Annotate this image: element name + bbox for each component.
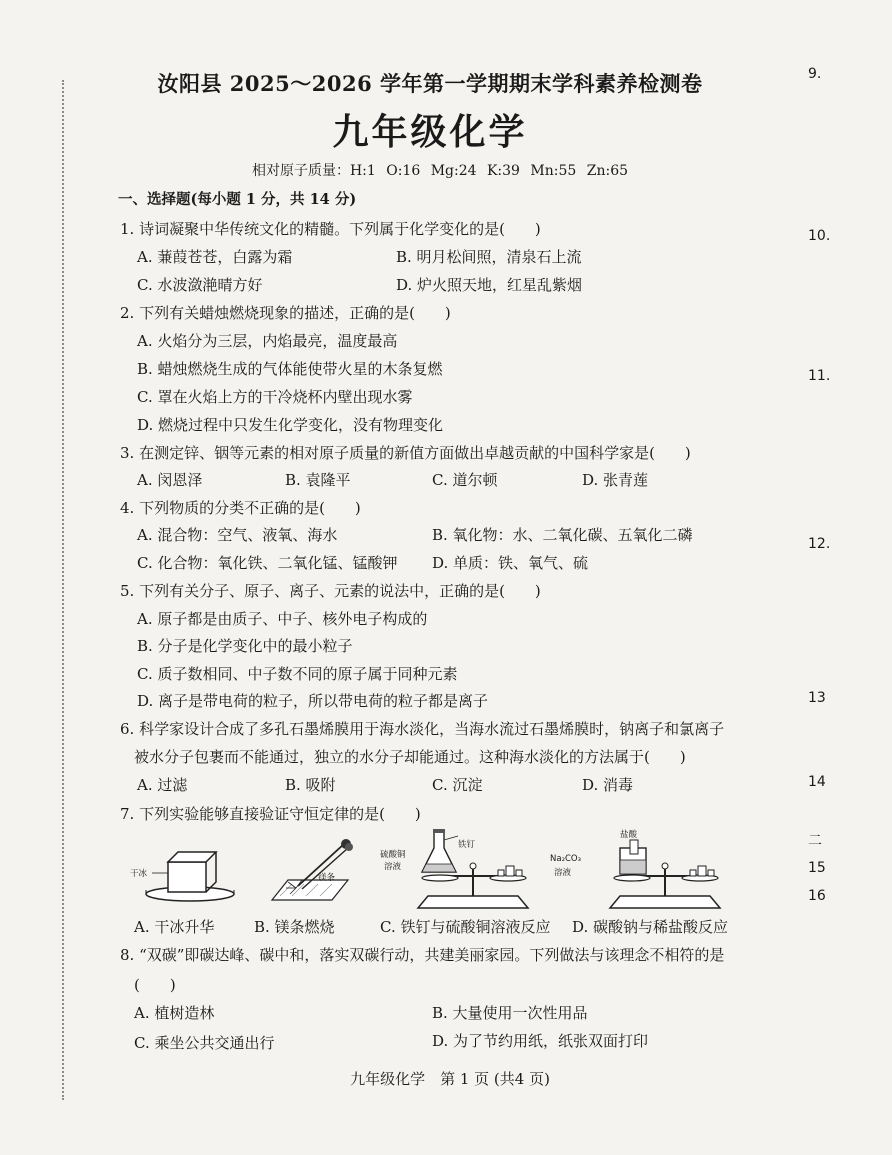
q6-stem-line1: 6. 科学家设计合成了多孔石墨烯膜用于海水淡化，当海水流过石墨烯膜时，钠离子和氯离子 xyxy=(120,720,725,738)
q2-option-c: C. 罩在火焰上方的干冷烧杯内壁出现水雾 xyxy=(137,388,413,406)
section-header: 一、选择题(每小题 1 分，共 14 分) xyxy=(118,191,357,208)
label-iron-nail: 铁钉 xyxy=(458,840,476,850)
page-footer: 九年级化学 第 1 页 (共4 页) xyxy=(350,1070,550,1088)
q5-option-c: C. 质子数相同、中子数不同的原子属于同种元素 xyxy=(137,665,458,683)
q5-option-b: B. 分子是化学变化中的最小粒子 xyxy=(137,637,353,655)
q6-option-a: A. 过滤 xyxy=(137,776,188,794)
q1-option-c: C. 水波潋滟晴方好 xyxy=(137,276,263,294)
side-number: 11. xyxy=(808,368,831,384)
side-number: 10. xyxy=(808,228,831,244)
q8-option-a: A. 植树造林 xyxy=(134,1004,215,1022)
q8-option-b: B. 大量使用一次性用品 xyxy=(432,1004,588,1022)
side-number: 13 xyxy=(808,690,826,706)
exam-title: 汝阳县 2025～2026 学年第一学期期末学科素养检测卷 xyxy=(157,71,703,96)
figure-sodium-carbonate-acid xyxy=(550,826,750,916)
label-dry-ice: 干冰 xyxy=(130,869,148,879)
atomic-mass-line: 相对原子质量：H:1 O:16 Mg:24 K:39 Mn:55 Zn:65 xyxy=(251,163,629,179)
q3-option-a: A. 闵恩泽 xyxy=(137,471,203,489)
q2-option-a: A. 火焰分为三层，内焰最亮，温度最高 xyxy=(137,332,398,350)
figure-magnesium-burning xyxy=(258,826,368,916)
q6-option-b: B. 吸附 xyxy=(285,776,336,794)
q1-option-d: D. 炉火照天地，红星乱紫烟 xyxy=(396,276,583,294)
q7-option-d: D. 碳酸钠与稀盐酸反应 xyxy=(572,918,729,936)
binding-dotted-line xyxy=(62,80,64,1100)
q3-option-b: B. 袁隆平 xyxy=(285,471,351,489)
side-number: 12. xyxy=(808,536,831,552)
label-copper-sulfate: 硫酸铜 xyxy=(380,850,406,860)
side-number: 二 xyxy=(808,833,822,849)
q4-option-a: A. 混合物：空气、液氧、海水 xyxy=(137,526,338,544)
q1-option-b: B. 明月松间照，清泉石上流 xyxy=(396,248,582,266)
q7-option-c: C. 铁钉与硫酸铜溶液反应 xyxy=(380,918,551,936)
q1-stem: 1. 诗词凝聚中华传统文化的精髓。下列属于化学变化的是( ) xyxy=(120,220,541,238)
label-solution-c: 溶液 xyxy=(384,862,402,872)
q8-stem-line1: 8. “双碳”即碳达峰、碳中和，落实双碳行动，共建美丽家园。下列做法与该理念不相符的是 xyxy=(120,946,725,964)
q5-option-a: A. 原子都是由质子、中子、核外电子构成的 xyxy=(137,610,428,628)
q4-option-b: B. 氧化物：水、二氧化碳、五氧化二磷 xyxy=(432,526,693,544)
figure-iron-copper-sulfate xyxy=(378,826,558,916)
side-number: 14 xyxy=(808,774,826,790)
label-solution-d: 溶液 xyxy=(554,868,572,878)
q6-stem-line2: 被水分子包裹而不能通过，独立的水分子却能通过。这种海水淡化的方法属于( ) xyxy=(134,748,686,766)
q7-option-b: B. 镁条燃烧 xyxy=(254,918,335,936)
side-number: 16 xyxy=(808,888,826,904)
q3-option-c: C. 道尔顿 xyxy=(432,471,498,489)
q3-option-d: D. 张青莲 xyxy=(582,471,649,489)
label-magnesium: 镁条 xyxy=(318,873,336,883)
q4-option-c: C. 化合物：氧化铁、二氧化锰、锰酸钾 xyxy=(137,554,398,572)
q1-option-a: A. 蒹葭苍苍，白露为霜 xyxy=(137,248,293,266)
q5-stem: 5. 下列有关分子、原子、离子、元素的说法中，正确的是( ) xyxy=(120,582,541,600)
q7-stem: 7. 下列实验能够直接验证守恒定律的是( ) xyxy=(120,805,421,823)
q2-option-b: B. 蜡烛燃烧生成的气体能使带火星的木条复燃 xyxy=(137,360,443,378)
q2-stem: 2. 下列有关蜡烛燃烧现象的描述，正确的是( ) xyxy=(120,304,451,322)
q8-stem-line2: ( ) xyxy=(134,976,176,994)
label-hydrochloric-acid: 盐酸 xyxy=(620,830,638,840)
q4-stem: 4. 下列物质的分类不正确的是( ) xyxy=(120,499,361,517)
q6-option-d: D. 消毒 xyxy=(582,776,634,794)
q2-option-d: D. 燃烧过程中只发生化学变化，没有物理变化 xyxy=(137,416,444,434)
label-na2co3: Na₂CO₃ xyxy=(550,854,582,864)
side-number: 15 xyxy=(808,860,826,876)
q7-figures xyxy=(120,826,760,916)
q4-option-d: D. 单质：铁、氧气、硫 xyxy=(432,554,589,572)
subject-title: 九年级化学 xyxy=(332,111,528,153)
q7-option-a: A. 干冰升华 xyxy=(134,918,215,936)
q8-option-d: D. 为了节约用纸，纸张双面打印 xyxy=(432,1032,649,1050)
q3-stem: 3. 在测定锌、铟等元素的相对原子质量的新值方面做出卓越贡献的中国科学家是( ) xyxy=(120,444,691,462)
side-number: 9. xyxy=(808,66,822,82)
figure-dry-ice xyxy=(128,826,243,916)
q5-option-d: D. 离子是带电荷的粒子，所以带电荷的粒子都是离子 xyxy=(137,692,489,710)
q6-option-c: C. 沉淀 xyxy=(432,776,483,794)
q8-option-c: C. 乘坐公共交通出行 xyxy=(134,1034,275,1052)
